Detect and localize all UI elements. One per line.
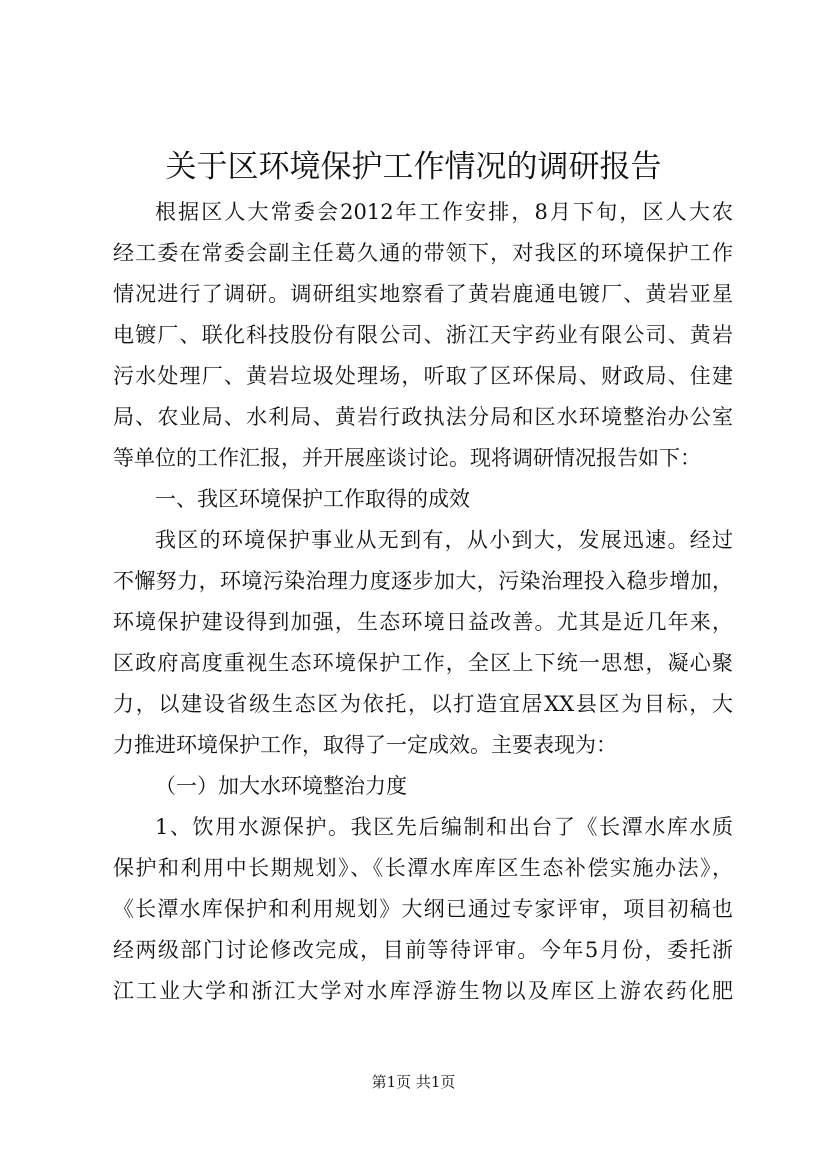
paragraph-line: 保护和利用中长期规划》、《长潭水库库区生态补偿实施办法》， <box>113 856 733 880</box>
subsection-heading: （一）加大水环境整治力度 <box>155 774 407 798</box>
paragraph-line: 1、饮用水源保护。我区先后编制和出台了《长潭水库水质 <box>155 815 733 839</box>
page-number-footer: 第1页 共1页 <box>371 1073 456 1091</box>
paragraph-line: 区政府高度重视生态环境保护工作，全区上下统一思想，凝心聚 <box>113 651 733 675</box>
document-body <box>113 192 733 1012</box>
paragraph-line: 经两级部门讨论修改完成，目前等待评审。今年5月份，委托浙 <box>113 938 733 962</box>
paragraph-line: 《长潭水库保护和利用规划》大纲已通过专家评审，项目初稿也 <box>113 897 733 921</box>
paragraph-line: 根据区人大常委会2012年工作安排，8月下旬，区人大农 <box>155 200 733 224</box>
paragraph-line: 我区的环境保护事业从无到有，从小到大，发展迅速。经过 <box>155 528 733 552</box>
document-title: 关于区环境保护工作情况的调研报告 <box>165 149 662 185</box>
paragraph-line: 力，以建设省级生态区为依托，以打造宜居XX县区为目标，大 <box>113 692 733 716</box>
paragraph-line: 等单位的工作汇报，并开展座谈讨论。现将调研情况报告如下： <box>113 446 701 470</box>
paragraph-line: 力推进环境保护工作，取得了一定成效。主要表现为： <box>113 733 617 757</box>
paragraph-line: 局、农业局、水利局、黄岩行政执法分局和区水环境整治办公室 <box>113 405 733 429</box>
paragraph-line: 情况进行了调研。调研组实地察看了黄岩鹿通电镀厂、黄岩亚星 <box>113 282 733 306</box>
paragraph-line: 不懈努力，环境污染治理力度逐步加大，污染治理投入稳步增加， <box>113 569 733 593</box>
paragraph-line: 电镀厂、联化科技股份有限公司、浙江天宇药业有限公司、黄岩 <box>113 323 733 347</box>
section-heading: 一、我区环境保护工作取得的成效 <box>155 487 470 511</box>
paragraph-line: 环境保护建设得到加强，生态环境日益改善。尤其是近几年来， <box>113 610 733 634</box>
paragraph-line: 江工业大学和浙江大学对水库浮游生物以及库区上游农药化肥 <box>113 979 733 1003</box>
paragraph-line: 经工委在常委会副主任葛久通的带领下，对我区的环境保护工作 <box>113 241 733 265</box>
paragraph-line: 污水处理厂、黄岩垃圾处理场，听取了区环保局、财政局、住建 <box>113 364 733 388</box>
